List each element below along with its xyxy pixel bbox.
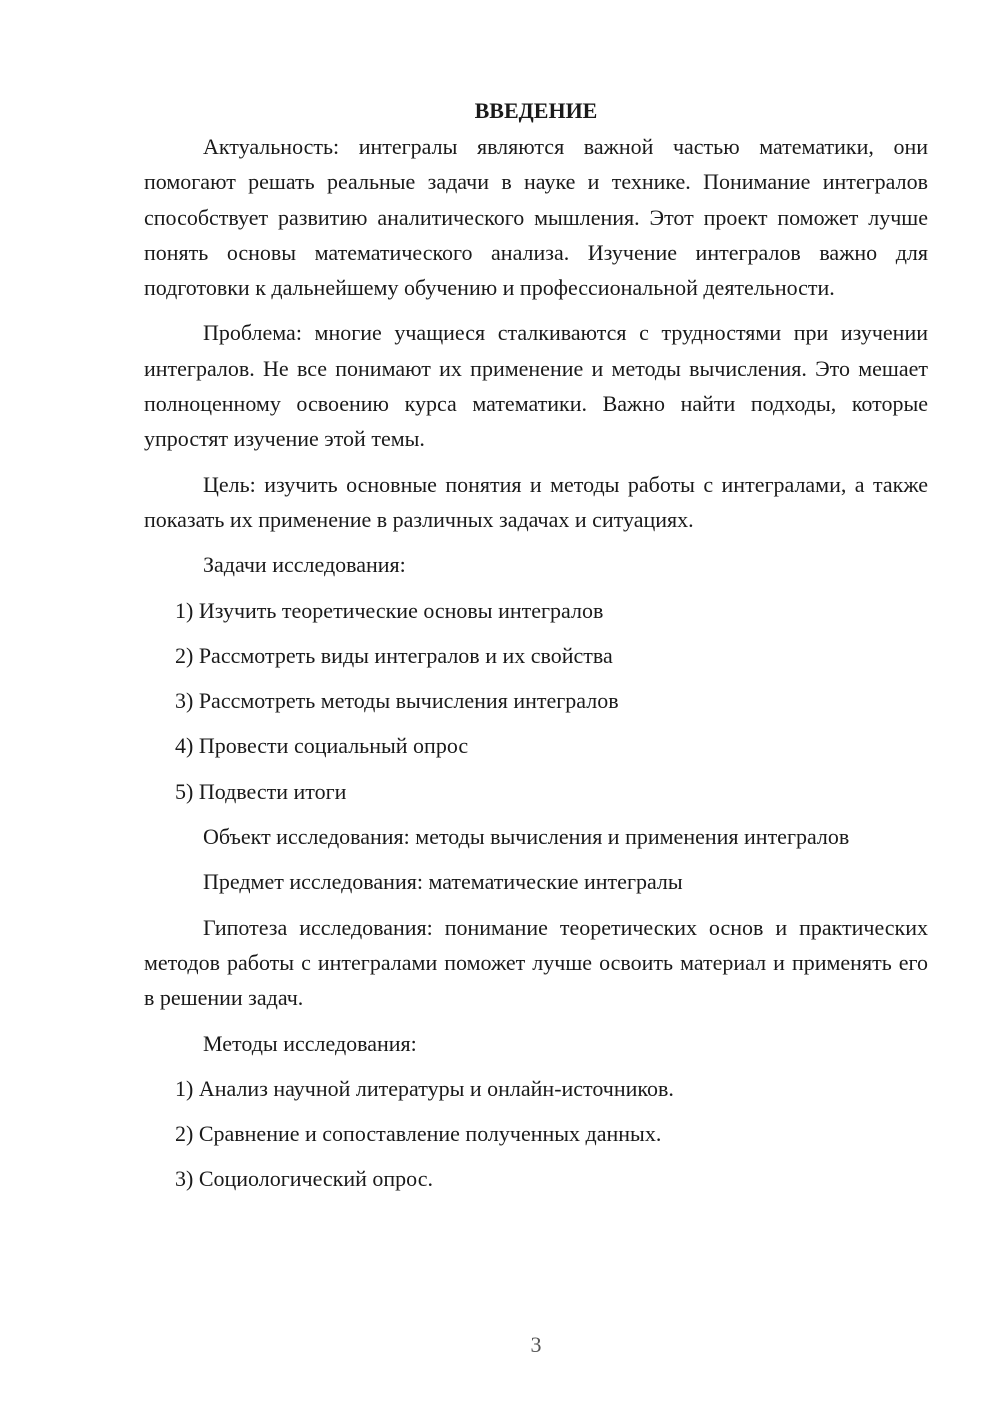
hypothesis-paragraph: Гипотеза исследования: понимание теоретических основ и практических методов работы с интегралами поможет лучше освоить материал и применять его в решении задач. — [144, 914, 928, 1011]
section-heading: ВВЕДЕНИЕ — [474, 98, 598, 123]
page-number: 3 — [530, 1332, 542, 1357]
problem-paragraph: Проблема: многие учащиеся сталкиваются с трудностями при изучении интегралов. Не все понимают их применение и методы вычисления. Это мешает полноценному освоению курса математики. Важно найти подходы, которые упростят изучение этой темы. — [144, 320, 928, 452]
list-item: 2) Рассмотреть виды интегралов и их свойства — [175, 642, 613, 668]
list-item: 3) Рассмотреть методы вычисления интегралов — [175, 688, 619, 714]
relevance-paragraph: Актуальность: интегралы являются важной частью математики, они помогают решать реальные задачи в науке и технике. Понимание интегралов способствует развитию аналитического мышления. Этот проект поможет лучше понять основы математического анализа. Изучение интегралов важно для подготовки к дальнейшему обучению и профессиональной деятельности. — [144, 134, 928, 301]
tasks-list — [144, 593, 928, 809]
object-paragraph: Объект исследования: методы вычисления и применения интегралов — [203, 824, 850, 850]
goal-paragraph: Цель: изучить основные понятия и методы работы с интегралами, а также показать их применение в различных задачах и ситуациях. — [144, 471, 928, 532]
list-item: 5) Подвести итоги — [175, 778, 347, 804]
page-content — [144, 93, 928, 1207]
subject-paragraph: Предмет исследования: математические интегралы — [203, 869, 683, 895]
methods-list — [144, 1071, 928, 1197]
list-item: 4) Провести социальный опрос — [175, 733, 469, 759]
tasks-title: Задачи исследования: — [203, 552, 406, 578]
list-item: 1) Анализ научной литературы и онлайн-источников. — [175, 1075, 674, 1101]
list-item: 2) Сравнение и сопоставление полученных данных. — [175, 1121, 662, 1147]
list-item: 3) Социологический опрос. — [175, 1166, 433, 1192]
list-item: 1) Изучить теоретические основы интегралов — [175, 597, 604, 623]
methods-title: Методы исследования: — [203, 1030, 417, 1056]
